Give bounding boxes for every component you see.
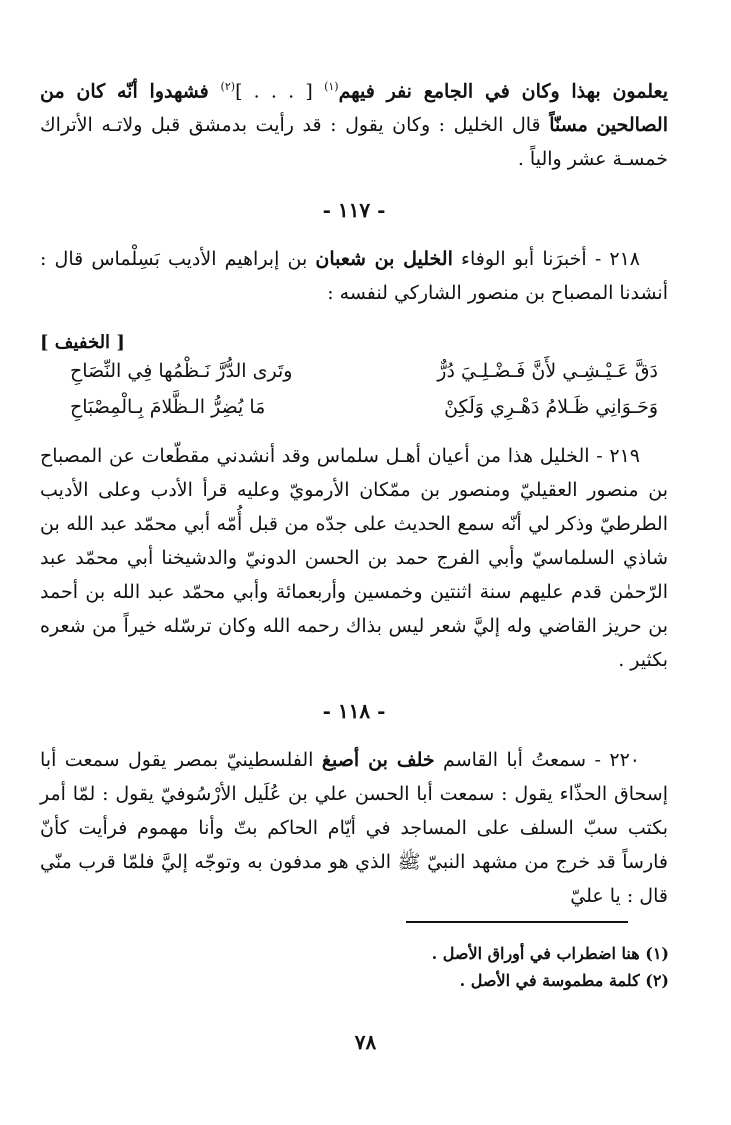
verse-1-first-hemistich: دَقَّ عَـيْـشِـي لأَنَّ فَـضْـلِـيَ دُرٌّ <box>437 360 658 383</box>
entry-218-line2: قال : أنشدنا المصباح بن منصور الشاركي لنفسه : <box>40 248 668 305</box>
section-number-117: - ١١٧ - <box>322 198 386 223</box>
para1-line1b: [ . . . ] <box>235 80 325 103</box>
entry-220-name: خلف بن أصبغ <box>321 749 435 772</box>
entry-219 <box>40 439 668 677</box>
entry-219-number: ٢١٩ - <box>596 445 640 468</box>
footnote-divider <box>406 921 628 923</box>
entry-220-pre: سمعتُ أبا القاسم <box>434 749 595 772</box>
entry-218-post: بن إبراهيم الأديب بَسِلْماس <box>91 248 316 271</box>
paragraph-continuation <box>40 70 668 176</box>
footnote-1: (١) هنا اضطراب في أوراق الأصل . <box>431 944 669 963</box>
footnotes <box>109 940 669 994</box>
verse-1-second-hemistich: وتَرى الدُّرَّ نَـظْمُها فِي النِّصَاحِ <box>70 360 293 383</box>
entry-218 <box>40 242 668 310</box>
verse-line-1 <box>40 353 668 389</box>
para1-line1c: فشهدوا أنّه كان من الصالحين <box>40 80 668 137</box>
verse-line-2 <box>40 389 668 425</box>
entry-218-pre: أخبرَنا أبو الوفاء <box>452 248 595 271</box>
footnote-ref-2: (٢) <box>220 80 236 93</box>
entry-220-number: ٢٢٠ - <box>594 749 640 772</box>
entry-220 <box>40 743 668 913</box>
section-number-118: - ١١٨ - <box>322 699 386 724</box>
footnote-ref-1: (١) <box>324 80 339 93</box>
entry-220-post: الفلسطينيّ بمصر يقول سمعت أبا إسحاق الحذّاء يقول : سمعت أبا الحسن علي بن عُلَيل الأرْسُوفيّ يقول : لمّا أمر بكتب سبّ السلف على المساجد في أيّام الحاكم بتّ وأنا مهموم فرأيت كأنّ فارساً قد خرج من مشهد النبيّ ﷺ الذي هو مدفون به وتوجّه إليَّ فلمّا قرب منّي قال : يا عليّ <box>40 749 668 908</box>
verse-2-second-hemistich: مَا يُضِرُّ الـظَّلامَ بِـالْمِصْبَاحِ <box>70 396 266 419</box>
entry-219-text: الخليل هذا من أعيان أهـل سلماس وقد أنشدني مقطّعات عن المصباح بن منصور العقيليّ ومنصور بن ممّكان الأرمويّ وعليه قرأ الأدب وعلى الأديب الطرطيّ وذكر لي أنّه سمع الحديث على جدّه من قبل أُمّه أبي محمّد عبد الله بن شاذي السلماسيّ وأبي الفرج حمد بن الحسن الدونيّ والدشيخنا أبي محمّد عبد الرّحمٰن قدم عليهم سنة اثنتين وخمسين وأربعمائة وأبي محمّد عبد الله بن أحمد بن حريز القاضي وله إليَّ شعر ليس بذاك رحمه الله وكان ترسّله خيراً من شعره بكثير . <box>40 445 668 672</box>
para1-line2: قال الخليل : وكان يقول : قد رأيت بدمشق قبل ولاتـه الأتراك خمسـة عشر <box>40 114 668 171</box>
footnote-2: (٢) كلمة مطموسة في الأصل . <box>459 971 669 990</box>
para1-line2-bold: مسنّاً <box>549 114 588 137</box>
para1-line3: والياً . <box>517 148 562 171</box>
entry-218-name: الخليل بن شعبان <box>315 248 453 271</box>
para1-line1a: يعلمون بهذا وكان في الجامع نفر فيهم <box>338 80 668 103</box>
page-number: ٧٨ <box>354 1030 377 1054</box>
entry-218-number: ٢١٨ - <box>594 248 640 271</box>
poetry-meter: [ الخفيف ] <box>40 332 125 354</box>
page-body <box>40 70 668 913</box>
verse-2-first-hemistich: وَحَـوَانِي ظَـلامُ دَهْـرِي وَلَكِنْ <box>444 396 658 419</box>
